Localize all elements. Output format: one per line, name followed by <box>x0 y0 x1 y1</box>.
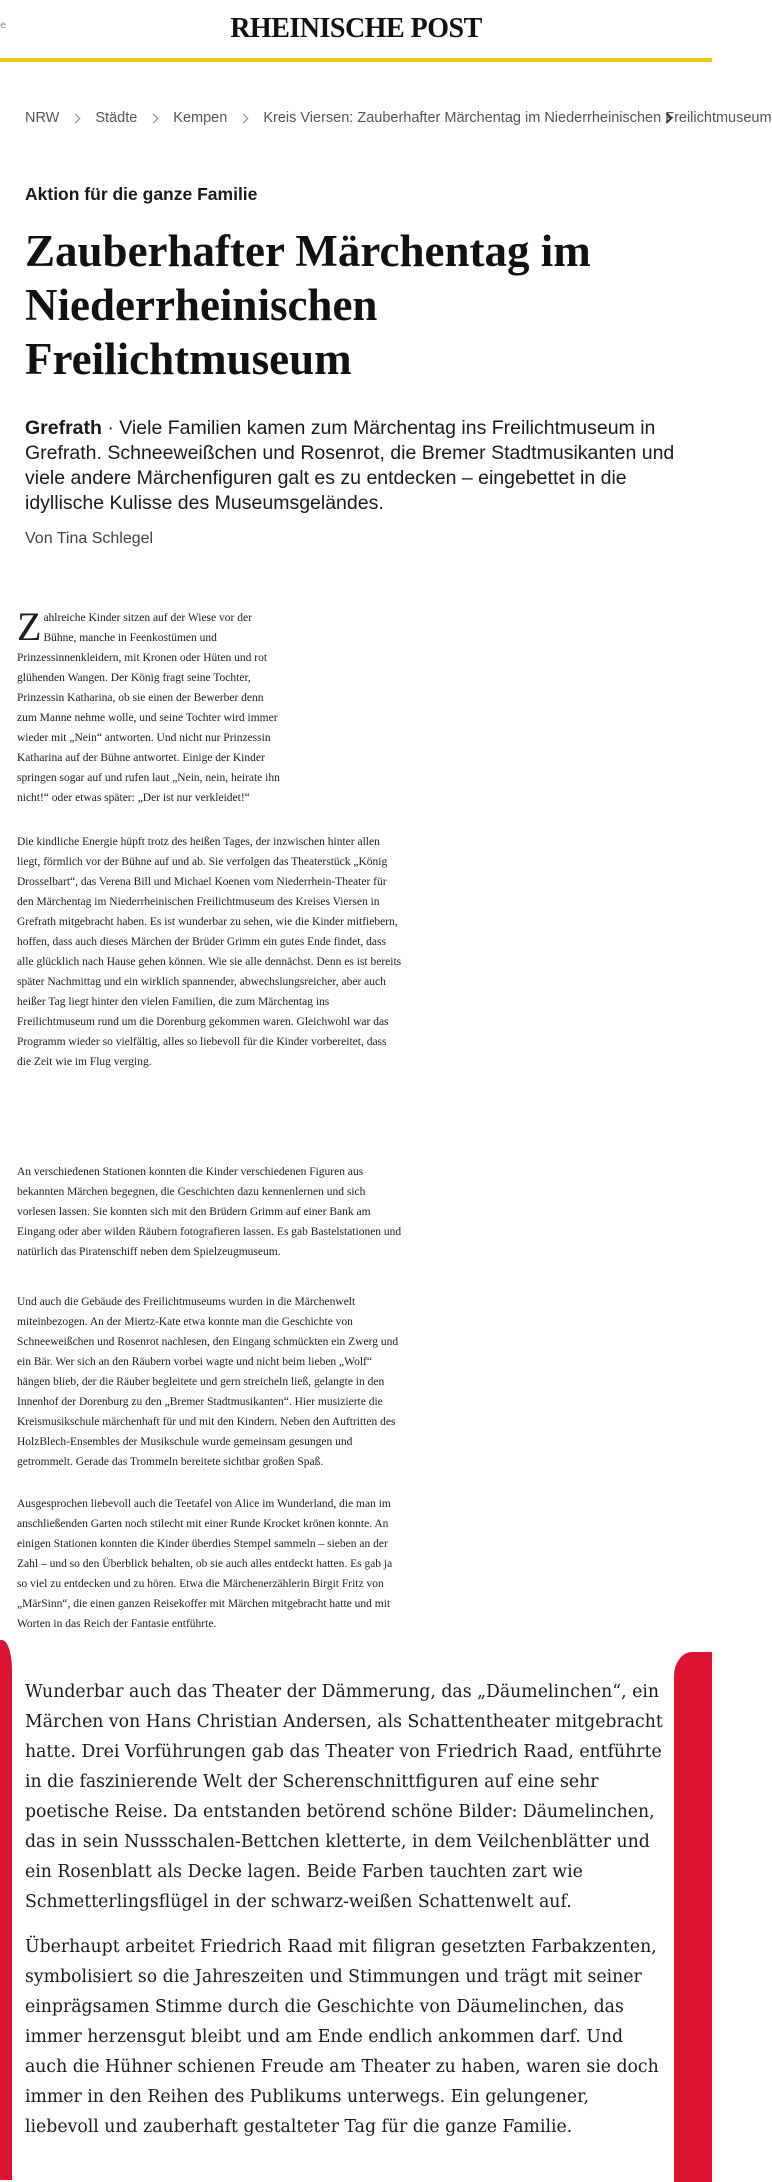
article-kicker: Aktion für die ganze Familie <box>25 184 258 204</box>
site-logo[interactable]: RHEINISCHE POST <box>230 13 482 44</box>
site-header <box>0 0 712 62</box>
teaser-location: Grefrath <box>25 417 102 439</box>
breadcrumb-item-kempen[interactable]: Kempen <box>173 110 228 126</box>
article-paragraph-3: An verschiedenen Stationen konnten die Kinder verschiedenen Figuren aus bekannten Märchen begegnen, die Geschichten dazu kennenlernen und sich vorlesen lassen. Sie konnten sich mit den Brüdern Grimm auf einer Bank am Eingang oder aber wilden Räubern fotografieren lassen. Es gab Bastelstationen und natürlich das Piratenschiff neben dem Spielzeugmuseum. <box>17 1166 402 1258</box>
breadcrumb-item-staedte[interactable]: Städte <box>95 110 138 126</box>
article-paragraph-6: Wunderbar auch das Theater der Dämmerung, das „Däumelinchen“, ein Märchen von Hans Christian Andersen, als Schattentheater mitgebracht hatte. Drei Vorführungen gab das Theater von Friedrich Raad, entführte in die faszinierende Welt der Scherenschnittfiguren auf eine sehr poetische Reise. Da entstanden betörend schöne Bilder: Däumelinchen, das in sein Nussschalen-Bettchen kletterte, in dem Veilchenblätter und ein Rosenblatt als Decke lagen. Beide Farben tauchten zart wie Schmetterlingsflügel in der schwarz-weißen Schattenwelt auf. <box>25 1682 663 1912</box>
header-edge-glyph: e <box>0 20 7 31</box>
article-paragraph-5: Ausgesprochen liebevoll auch die Teetafel von Alice im Wunderland, die man im anschließenden Garten noch stilecht mit einer Runde Krocket krönen konnte. An einigen Stationen konnten die Kinder überdies Stempel sammeln – sieben an der Zahl – und so den Überblick behalten, ob sie auch alles entdeckt hatten. Es gab ja so viel zu entdecken und zu hören. Etwa die Märchenerzählerin Birgit Fritz von „MärSinn“, die einen ganzen Reisekoffer mit Märchen mitgebracht hatte und mit Worten in das Reich der Fantasie entführte. <box>17 1498 393 1630</box>
paragraph-1-text: ahlreiche Kinder sitzen auf der Wiese vor der Bühne, manche in Feenkostümen und Prinzessinnenkleidern, mit Kronen oder Hüten und rot glühenden Wangen. Der König fragt seine Tochter, Prinzessin Katharina, ob sie einen der Bewerber denn zum Manne nehme wolle, und seine Tochter wird immer wieder mit „Nein“ antworten. Und nicht nur Prinzessin Katharina auf der Bühne antwortet. Einige der Kinder springen sogar auf und rufen laut „Nein, nein, heirate ihn nicht!“ oder etwas später: „Der ist nur verkleidet!“ <box>17 612 280 804</box>
article-headline: Zauberhafter Märchentag im Niederrheinischen Freilichtmuseum <box>25 226 591 384</box>
dropcap-letter: Z <box>17 604 42 649</box>
breadcrumb-chevron-icon <box>239 113 249 123</box>
decorative-red-band-left <box>0 1640 12 2180</box>
breadcrumb-item-nrw[interactable]: NRW <box>25 110 60 126</box>
breadcrumb-chevron-icon <box>149 113 159 123</box>
article-paragraph-1 <box>17 604 281 808</box>
breadcrumb-chevron-icon <box>71 113 81 123</box>
article-teaser <box>25 416 675 516</box>
article-paragraph-4: Und auch die Gebäude des Freilichtmuseums wurden in die Märchenwelt miteinbezogen. An der Miertz-Kate etwa konnte man die Geschichte von Schneeweißchen und Rosenrot nachlesen, den Eingang schmückten ein Zwerg und ein Bär. Wer sich an den Räubern vorbei wagte und nicht beim lieben „Wolf“ hängen blieb, der die Räuber begleitete und gern streicheln ließ, gelangte in den Innenhof der Dorenburg zu den „Bremer Stadtmusikanten“. Hier musizierte die Kreismusikschule märchenhaft für und mit den Kindern. Neben den Auftritten des HolzBlech-Ensembles der Musikschule wurde gemeinsam gesungen und getrommelt. Gerade das Trommeln bereitete sichtbar großen Spaß. <box>17 1296 399 1468</box>
teaser-text: Viele Familien kamen zum Märchentag ins Freilichtmuseum in Grefrath. Schneeweißchen und Rosenrot, die Bremer Stadtmusikanten und viele andere Märchenfiguren galt es zu entdecken – eingebettet in die idyllische Kulisse des Museumsgeländes. <box>25 417 675 514</box>
decorative-red-band-right <box>674 1652 712 2182</box>
article-author: Von Tina Schlegel <box>25 530 154 547</box>
breadcrumb <box>25 110 772 126</box>
article-paragraph-2: Die kindliche Energie hüpft trotz des heißen Tages, der inzwischen hinter allen liegt, förmlich vor der Bühne auf und ab. Sie verfolgen das Theaterstück „König Drosselbart“, das Verena Bill und Michael Koenen vom Niederrhein-Theater für den Märchentag im Niederrheinischen Freilichtmuseum des Kreises Viersen in Grefrath mitgebracht haben. Es ist wunderbar zu sehen, wie die Kinder mitfiebern, hoffen, dass auch dieses Märchen der Brüder Grimm ein gutes Ende findet, dass alle glücklich nach Hause gehen können. Wie sie alle dennächst. Denn es ist bereits später Nachmittag und ein wirklich spannender, abwechslungsreicher, aber auch heißer Tag liegt hinter den vielen Familien, die zum Märchentag ins Freilichtmuseum rund um die Dorenburg gekommen waren. Gleichwohl war das Programm wieder so vielfältig, alles so liebevoll für die Kinder vorbereitet, dass die Zeit wie im Flug verging. <box>17 836 402 1068</box>
breadcrumb-item-current: Kreis Viersen: Zauberhafter Märchentag im Niederrheinischen Freilichtmuseum <box>263 110 772 126</box>
article-paragraph-7: Überhaupt arbeitet Friedrich Raad mit filigran gesetzten Farbakzenten, symbolisiert so die Jahreszeiten und Stimmungen und trägt mit seiner einprägsamen Stimme durch die Geschichte von Däumelinchen, das immer herzensgut bleibt und am Ende endlich ankommen darf. Und auch die Hühner schienen Freude am Theater zu haben, waren sie doch immer in den Reihen des Publikums unterwegs. Ein gelungener, liebevoll und zauberhaft gestalteter Tag für die ganze Familie. <box>25 1937 659 2137</box>
teaser-separator: · <box>101 417 120 439</box>
